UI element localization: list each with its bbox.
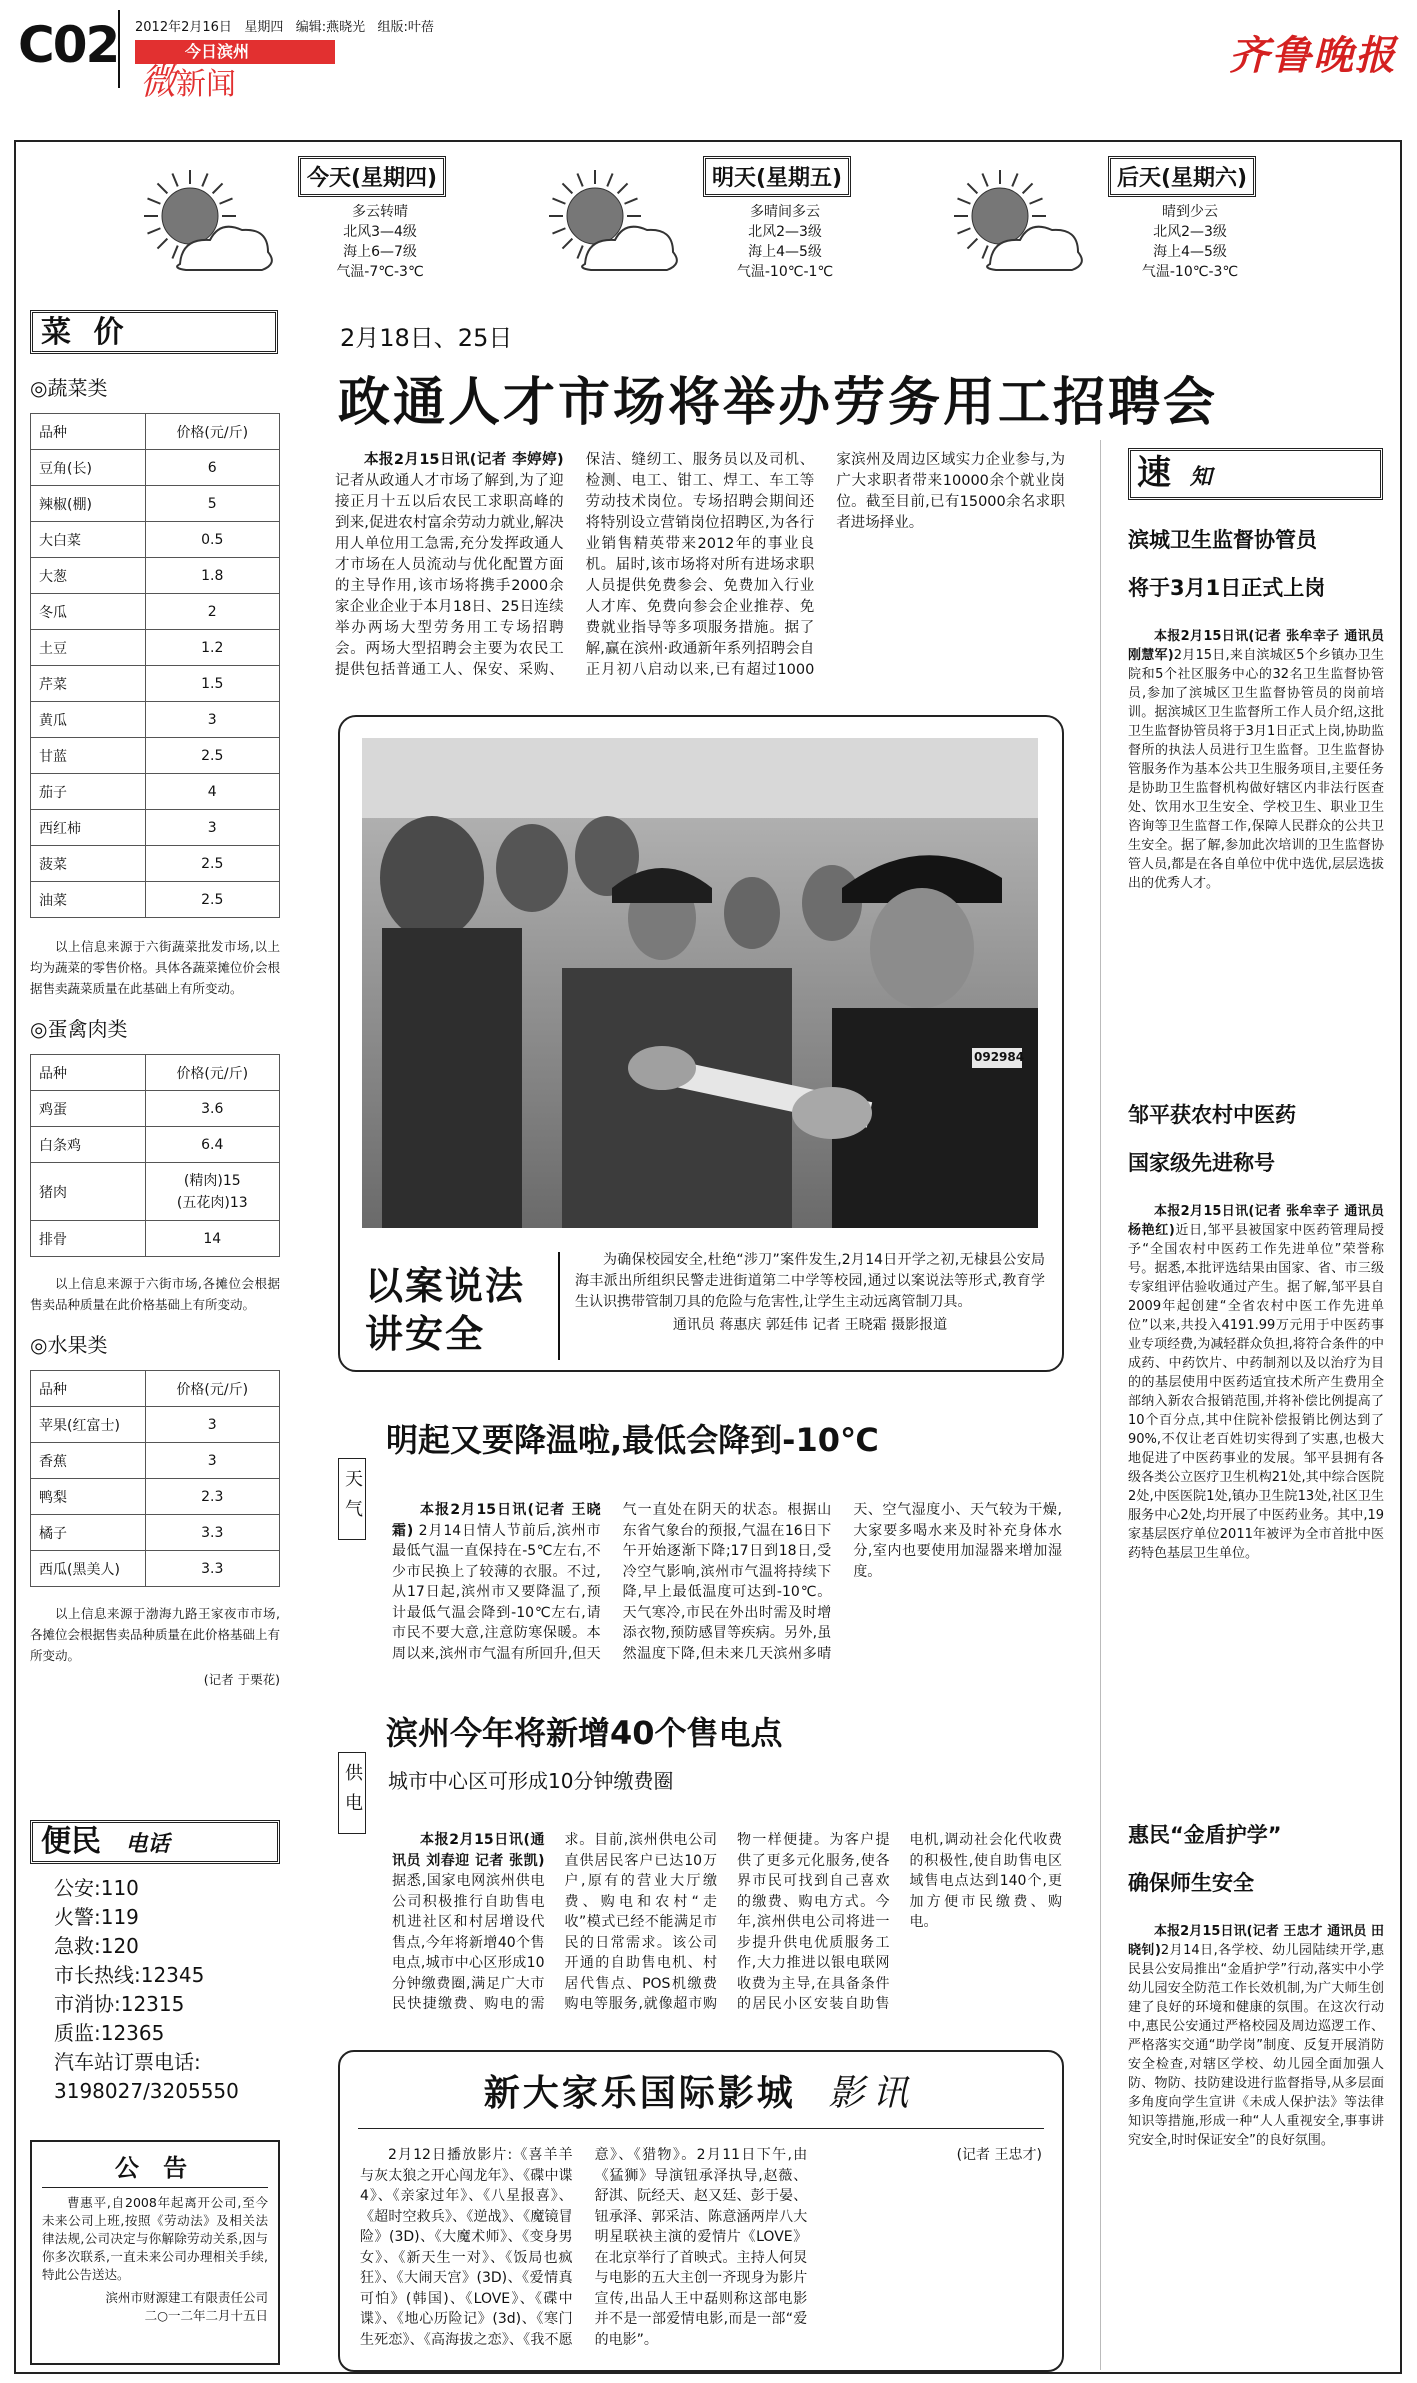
weather-sea: 海上4—5级 bbox=[748, 244, 822, 260]
price-item-value: 3 bbox=[145, 1407, 279, 1443]
price-item-value: (精肉)15 (五花肉)13 bbox=[145, 1163, 279, 1221]
price-item-name: 茄子 bbox=[31, 774, 146, 810]
table-row bbox=[31, 630, 280, 666]
weather-strip bbox=[130, 152, 1310, 302]
editor-name: 编辑:燕晓光 bbox=[295, 20, 366, 35]
weather-wind: 北风2—3级 bbox=[1153, 224, 1227, 240]
weather-cond: 多晴间多云 bbox=[750, 204, 820, 220]
film-header bbox=[360, 2065, 1040, 2116]
phone-entry: 火警:119 bbox=[54, 1905, 139, 1929]
price-item-value: 价格(元/斤) bbox=[145, 1055, 279, 1091]
price-item-value: 5 bbox=[145, 486, 279, 522]
meat-note: 以上信息来源于六街市场,各摊位会根据售卖品种质量在此价格基础上有所变动。 bbox=[30, 1276, 280, 1312]
price-item-name: 油菜 bbox=[31, 882, 146, 918]
sidebar-lead: 本报2月15日讯(记者 张牟幸子 通讯员 杨艳红) bbox=[1128, 1204, 1384, 1238]
meat-label: ◎蛋禽肉类 bbox=[30, 1017, 128, 1041]
fruit-table bbox=[30, 1370, 280, 1587]
photo-credit: 通讯员 蒋惠庆 郭廷伟 记者 王晓霜 摄影报道 bbox=[672, 1317, 948, 1333]
table-header-row bbox=[31, 1371, 280, 1407]
price-item-name: 黄瓜 bbox=[31, 702, 146, 738]
film-body bbox=[360, 2145, 1042, 2360]
phone-list bbox=[30, 1874, 280, 2106]
weather-info bbox=[1130, 202, 1250, 282]
table-row bbox=[31, 738, 280, 774]
veg-note: 以上信息来源于六街蔬菜批发市场,以上均为蔬菜的零售价格。具体各蔬菜摊位价会根据售卖蔬菜质量在此基础上有所变动。 bbox=[30, 939, 280, 996]
price-item-value: 2.5 bbox=[145, 738, 279, 774]
price-item-value: 1.2 bbox=[145, 630, 279, 666]
photo-title bbox=[365, 1262, 525, 1358]
price-item-name: 排骨 bbox=[31, 1221, 146, 1257]
sidebar-title bbox=[1128, 448, 1383, 500]
power-headline: 滨州今年将新增40个售电点 bbox=[386, 1714, 783, 1752]
main-body-text: 记者从政通人才市场了解到,为了迎接正月十五以后农民工求职高峰的到来,促进农村富余劳动力就业,解决用人单位用工急需,充分发挥政通人才市场在人员流动与优化配置方面的主导作用,该市场将携手2000余家企业企业于本月18日、25日连续举办两场大型劳务用工专场招聘会。两场大型招聘会主要为农民工提供包括普通工人、保安、采购、保洁、缝纫工、服务员以及司机、检测、电工、钳工、焊工、车工等劳动技术岗位。专场招聘会期间还将特别设立营销岗位招聘区,为各行业销售精英带来2012年的事业良机。届时,该市场将对所有进场求职人员提供免费参会、免费加入行业人才库、免费向参会企业推荐、免费就业指导等多项服务措施。据了解,赢在滨州·政通新年系列招聘会自正月初八启动以来,已有超过1000家滨州及周边区域实力企业参与,为广大求职者带来10000余个就业岗位。截至目前,已有15000余名求职者进场择业。 bbox=[335, 452, 1065, 678]
price-item-name: 香蕉 bbox=[31, 1443, 146, 1479]
price-item-name: 苹果(红富士) bbox=[31, 1407, 146, 1443]
page-code: C02 bbox=[18, 16, 119, 74]
phone-box bbox=[30, 1820, 280, 2120]
phone-entry: 公安:110 bbox=[54, 1876, 139, 1900]
weather-wind: 北风3—4级 bbox=[343, 224, 417, 240]
section-name-text: 新闻 bbox=[176, 67, 237, 102]
film-body-text: 2月12日播放影片:《喜羊羊与灰太狼之开心闯龙年》、《碟中谍4》、《亲家过年》、《八星报喜》、《超时空救兵》、《逆战》、《魔镜冒险》(3D)、《大魔术师》、《变身男女》、《新天生一对》、《饭局也疯狂》、《大闹天宫》(3D)、《爱情真可怕》(韩国)、《LOVE》、《碟中谍》、《地心历险记》(3d)、《寒门生死恋》、《高海拔之恋》、《我不愿意》、《猎物》。2月11日下午,由《猛狮》导演钮承泽执导,赵薇、舒淇、阮经天、赵又廷、彭于晏、钮承泽、郭采洁、陈意涵两岸八大明星联袂主演的爱情片《LOVE》在北京举行了首映式。主持人何炅与电影的五大主创一齐现身为影片宣传,出品人王中磊则称这部电影并不是一部爱情电影,而是一部“爱的电影”。 bbox=[360, 2147, 808, 2348]
notice-title: 公 告 bbox=[42, 2148, 268, 2188]
veg-label: ◎蔬菜类 bbox=[30, 376, 108, 400]
weather-sea: 海上4—5级 bbox=[1153, 244, 1227, 260]
price-item-value: 3 bbox=[145, 810, 279, 846]
issue-weekday: 星期四 bbox=[244, 20, 284, 35]
sidebar-item bbox=[1128, 1100, 1384, 1800]
table-row bbox=[31, 846, 280, 882]
main-lead: 本报2月15日讯(记者 李婷婷) bbox=[364, 452, 564, 468]
sidebar-title-b: 知 bbox=[1189, 465, 1212, 490]
table-header-row bbox=[31, 414, 280, 450]
sidebar-item bbox=[1128, 1820, 1384, 2365]
notice-body: 曹惠平,自2008年起离开公司,至今未来公司上班,按照《劳动法》及相关法律法规,公司决定与你解除劳动关系,因与你多次联系,一直未来公司办理相关手续,特此公告送达。 bbox=[42, 2195, 268, 2282]
price-item-name: 西红柿 bbox=[31, 810, 146, 846]
phone-entry: 质监:12365 bbox=[54, 2021, 165, 2045]
weather-sea: 海上6—7级 bbox=[343, 244, 417, 260]
sidebar-lead: 本报2月15日讯(记者 张牟幸子 通讯员 刚慧军) bbox=[1128, 629, 1384, 663]
price-item-name: 鸭梨 bbox=[31, 1479, 146, 1515]
price-item-name: 白条鸡 bbox=[31, 1127, 146, 1163]
photo-title-line1: 以案说法 bbox=[365, 1264, 526, 1308]
police-badge-number: 092984 bbox=[974, 1050, 1025, 1064]
weather-day-label: 明天(星期五) bbox=[703, 156, 851, 197]
issue-date: 2012年2月16日 bbox=[135, 20, 232, 35]
phone-entry: 市消协:12315 bbox=[54, 1992, 185, 2016]
price-item-value: 6 bbox=[145, 450, 279, 486]
table-row bbox=[31, 450, 280, 486]
main-kicker: 2月18日、25日 bbox=[340, 324, 513, 352]
price-item-value: 1.5 bbox=[145, 666, 279, 702]
main-headline: 政通人才市场将举办劳务用工招聘会 bbox=[338, 373, 1219, 433]
price-item-value: 2 bbox=[145, 594, 279, 630]
price-item-name: 品种 bbox=[31, 1055, 146, 1091]
notice-company: 滨州市财源建工有限责任公司 bbox=[105, 2290, 268, 2305]
price-item-value: 2.5 bbox=[145, 882, 279, 918]
weather-temp: 气温-10℃-1℃ bbox=[736, 264, 834, 280]
price-item-name: 甘蓝 bbox=[31, 738, 146, 774]
photo-title-line2: 讲安全 bbox=[365, 1312, 486, 1356]
phone-entry: 汽车站订票电话: bbox=[54, 2050, 201, 2074]
veg-table bbox=[30, 413, 280, 918]
header-divider bbox=[118, 10, 120, 88]
table-row bbox=[31, 486, 280, 522]
weather-info bbox=[725, 202, 845, 282]
sidebar-body bbox=[1128, 1202, 1384, 1563]
table-row bbox=[31, 1163, 280, 1221]
photo-title-divider bbox=[558, 1252, 560, 1360]
phone-entry: 市长热线:12345 bbox=[54, 1963, 205, 1987]
weather-cond: 多云转晴 bbox=[352, 204, 408, 220]
film-headline: 新大家乐国际影城 bbox=[483, 2073, 796, 2114]
sidebar-divider bbox=[1100, 440, 1101, 2370]
meat-table bbox=[30, 1054, 280, 1257]
price-item-value: 3.6 bbox=[145, 1091, 279, 1127]
table-row bbox=[31, 1479, 280, 1515]
news-photo bbox=[362, 738, 1038, 1228]
price-item-name: 品种 bbox=[31, 414, 146, 450]
weather-wind: 北风2—3级 bbox=[748, 224, 822, 240]
price-item-value: 2.5 bbox=[145, 846, 279, 882]
price-item-value: 6.4 bbox=[145, 1127, 279, 1163]
sidebar-headline-2: 确保师生安全 bbox=[1128, 1871, 1254, 1895]
sidebar-headline-1: 惠民“金盾护学” bbox=[1128, 1823, 1282, 1847]
power-subhead: 城市中心区可形成10分钟缴费圈 bbox=[388, 1769, 674, 1793]
weather-temp: 气温-7℃-3℃ bbox=[336, 264, 424, 280]
price-item-value: 价格(元/斤) bbox=[145, 414, 279, 450]
price-item-value: 价格(元/斤) bbox=[145, 1371, 279, 1407]
price-item-name: 大葱 bbox=[31, 558, 146, 594]
sidebar-title-a: 速 bbox=[1137, 453, 1171, 493]
power-body-text: 据悉,国家电网滨州供电公司积极推行自助售电机进社区和村居增设代售点,今年将新增40个售电点,城市中心区形成10分钟缴费圈,满足广大市民快捷缴费、购电的需求。目前,滨州供电公司直供居民客户已达10万户,原有的营业大厅缴费、购电和农村“走收”模式已经不能满足市民的日常需求。该公司开通的自助售电机、村居代售点、POS机缴费购电等服务,就像超市购物一样便捷。为客户提供了更多元化服务,使各界市民可找到自己喜欢的缴费、购电方式。今年,滨州供电公司将进一步提升供电优质服务工作,大力推进以银电联网收费为主导,在具备条件的居民小区安装自助售电机,调动社会化代收费的积极性,使自助售电区域售电点达到140个,更加方便市民缴费、购电。 bbox=[392, 1832, 1062, 2012]
weather-sun-cloud-icon bbox=[130, 164, 280, 284]
price-item-name: 橘子 bbox=[31, 1515, 146, 1551]
sidebar-body bbox=[1128, 1922, 1384, 2150]
phone-entry: 急救:120 bbox=[54, 1934, 139, 1958]
weather-cond: 晴到少云 bbox=[1162, 204, 1218, 220]
sidebar-lead: 本报2月15日讯(记者 王忠才 通讯员 田晓钊) bbox=[1128, 1924, 1384, 1958]
price-item-value: 1.8 bbox=[145, 558, 279, 594]
price-item-name: 豆角(长) bbox=[31, 450, 146, 486]
film-tag: 影讯 bbox=[828, 2073, 917, 2114]
fruit-note: 以上信息来源于渤海九路王家夜市市场,各摊位会根据售卖品种质量在此价格基础上有所变动。 bbox=[30, 1606, 280, 1663]
layout-name: 组版:叶蓓 bbox=[377, 20, 434, 35]
price-item-name: 品种 bbox=[31, 1371, 146, 1407]
sidebar-body bbox=[1128, 627, 1384, 893]
table-header-row bbox=[31, 1055, 280, 1091]
power-body bbox=[392, 1830, 1062, 2030]
table-row bbox=[31, 1091, 280, 1127]
sidebar-headline-2: 将于3月1日正式上岗 bbox=[1128, 576, 1326, 600]
price-item-name: 冬瓜 bbox=[31, 594, 146, 630]
weather-temp: 气温-10℃-3℃ bbox=[1141, 264, 1239, 280]
notice-date: 二○一二年二月十五日 bbox=[144, 2308, 268, 2323]
weather-sun-cloud-icon bbox=[535, 164, 685, 284]
weather-lead: 本报2月15日讯(记者 王晓霜) bbox=[392, 1502, 601, 1539]
phone-entry: 3198027/3205550 bbox=[54, 2079, 239, 2103]
price-item-name: 芹菜 bbox=[31, 666, 146, 702]
table-row bbox=[31, 1551, 280, 1587]
header-meta bbox=[135, 18, 434, 37]
table-row bbox=[31, 1221, 280, 1257]
main-body bbox=[335, 450, 1065, 700]
table-row bbox=[31, 810, 280, 846]
power-side-label: 供电 bbox=[338, 1752, 366, 1834]
sidebar-body-text: 近日,邹平县被国家中医药管理局授予“全国农村中医药工作先进单位”荣誉称号。据悉,本批评选结果由国家、省、市三级专家组评估验收通过产生。据了解,邹平县自2009年起创建“全省农村中医工作先进单位”以来,共投入4191.99万元用于中医药事业专项经费,为减轻群众负担,将符合条件的中成药、中药饮片、中药制剂以及以治疗为目的的基层使用中医药适宜技术所产生费用全部纳入新农合报销范围,并将补偿比例提高了10个百分点,其中住院补偿报销比例达到了90%,不仅让老百姓切实得到了实惠,也极大地促进了中医药事业的发展。邹平县拥有各级各类公立医疗卫生机构21处,其中综合医院2处,中医医院1处,镇办卫生院13处,社区卫生服务中心2处,均开展了中医药业务。其中,19家基层医疗单位2011年被评为全市首批中医药特色基层卫生单位。 bbox=[1128, 1223, 1384, 1561]
paper-logo: 齐鲁晚报 bbox=[1229, 32, 1397, 79]
weather-side-label: 天气 bbox=[338, 1458, 366, 1540]
price-item-value: 4 bbox=[145, 774, 279, 810]
phone-title bbox=[30, 1820, 280, 1864]
table-row bbox=[31, 882, 280, 918]
table-row bbox=[31, 774, 280, 810]
weather-body bbox=[392, 1500, 1062, 1680]
section-name-mark: 微 bbox=[140, 62, 177, 103]
table-row bbox=[31, 1515, 280, 1551]
price-item-name: 鸡蛋 bbox=[31, 1091, 146, 1127]
section-name bbox=[140, 62, 237, 103]
price-title-text: 菜 价 bbox=[41, 315, 130, 350]
table-row bbox=[31, 1443, 280, 1479]
sidebar-headline-1: 邹平获农村中医药 bbox=[1128, 1103, 1296, 1127]
fruit-label: ◎水果类 bbox=[30, 1333, 108, 1357]
price-column bbox=[30, 310, 280, 1790]
phone-title-a: 便民 bbox=[41, 1824, 101, 1859]
table-row bbox=[31, 558, 280, 594]
sidebar-body-text: 2月15日,来自滨城区5个乡镇办卫生院和5个社区服务中心的32名卫生监督协管员,参加了滨城区卫生监督协管员的岗前培训。据滨城区卫生监督所工作人员介绍,这批卫生监督协管员将于3月1日正式上岗,协助监督所的执法人员进行卫生监督。卫生监督协管服务作为基本公共卫生服务项目,主要任务是协助卫生监督机构做好辖区内非法行医查处、饮用水卫生安全、学校卫生、职业卫生咨询等卫生监督工作,保障人民群众的公共卫生安全。据了解,参加此次培训的卫生监督协管人员,都是在各自单位中优中选优,层层选拔出的优秀人才。 bbox=[1128, 648, 1384, 891]
photo-caption bbox=[575, 1250, 1045, 1362]
table-row bbox=[31, 1127, 280, 1163]
weather-info bbox=[320, 202, 440, 282]
price-item-name: 猪肉 bbox=[31, 1163, 146, 1221]
price-item-name: 大白菜 bbox=[31, 522, 146, 558]
table-row bbox=[31, 1407, 280, 1443]
section-tag bbox=[135, 40, 335, 64]
price-item-value: 3.3 bbox=[145, 1551, 279, 1587]
table-row bbox=[31, 666, 280, 702]
price-item-value: 3.3 bbox=[145, 1515, 279, 1551]
sidebar-body-text: 2月14日,各学校、幼儿园陆续开学,惠民县公安局推出“金盾护学”行动,落实中小学幼儿园安全防范工作长效机制,为广大师生创建了良好的环境和健康的氛围。在这次行动中,惠民公安通过严格校园及周边巡逻工作、严格落实交通“助学岗”制度、反复开展消防安全检查,对辖区学校、幼儿园全面加强人防、物防、技防建设进行监督指导,从多层面多角度向学生宣讲《未成人保护法》等法律知识等措施,形成一种“人人重视安全,事事讲究安全,时时保证安全”的良好氛围。 bbox=[1128, 1943, 1384, 2148]
weather-sun-cloud-icon bbox=[940, 164, 1090, 284]
film-header-rule bbox=[358, 2128, 1044, 2129]
sidebar-headline-1: 滨城卫生监督协管员 bbox=[1128, 528, 1317, 552]
sidebar-item bbox=[1128, 525, 1384, 1045]
price-item-value: 14 bbox=[145, 1221, 279, 1257]
price-item-value: 3 bbox=[145, 1443, 279, 1479]
table-row bbox=[31, 594, 280, 630]
table-row bbox=[31, 522, 280, 558]
photo-caption-text: 为确保校园安全,杜绝“涉刀”案件发生,2月14日开学之初,无棣县公安局海丰派出所组织民警走进街道第二中学等校园,通过以案说法等形式,教育学生认识携带管制刀具的危险与危害性,让学生主动远离管制刀具。 bbox=[575, 1252, 1045, 1310]
weather-body-text: 2月14日情人节前后,滨州市最低气温一直保持在-5℃左右,不少市民换上了较薄的衣服。不过,从17日起,滨州市又要降温了,预计最低气温会降到-10℃左右,请市民不要大意,注意防寒保暖。本周以来,滨州市气温有所回升,但天气一直处在阴天的状态。根据山东省气象台的预报,气温在16日下午开始逐渐下降;17日到18日,受冷空气影响,滨州市气温将持续下降,早上最低温度可达到-10℃。天气寒冷,市民在外出时需及时增添衣物,预防感冒等疾病。另外,虽然温度下降,但未来几天滨州多晴天、空气湿度小、天气较为干燥,大家要多喝水来及时补充身体水分,室内也要使用加湿器来增加湿度。 bbox=[392, 1502, 1062, 1662]
fruit-credit: (记者 于栗花) bbox=[203, 1672, 280, 1687]
film-credit: (记者 王忠才) bbox=[956, 2147, 1042, 2163]
price-item-name: 辣椒(棚) bbox=[31, 486, 146, 522]
price-item-value: 0.5 bbox=[145, 522, 279, 558]
price-item-name: 菠菜 bbox=[31, 846, 146, 882]
table-row bbox=[31, 702, 280, 738]
weather-headline: 明起又要降温啦,最低会降到-10℃ bbox=[386, 1421, 879, 1459]
section-tag-label: 今日滨州 bbox=[185, 42, 250, 61]
power-lead: 本报2月15日讯(通讯员 刘春迎 记者 张凯) bbox=[392, 1832, 545, 1869]
phone-title-b: 电话 bbox=[125, 1832, 170, 1857]
police-students-photo bbox=[362, 738, 1038, 1228]
weather-day-label: 今天(星期四) bbox=[298, 156, 446, 197]
weather-day-label: 后天(星期六) bbox=[1108, 156, 1256, 197]
price-item-value: 3 bbox=[145, 702, 279, 738]
price-item-name: 西瓜(黑美人) bbox=[31, 1551, 146, 1587]
price-item-value: 2.3 bbox=[145, 1479, 279, 1515]
sidebar-headline-2: 国家级先进称号 bbox=[1128, 1151, 1275, 1175]
price-title bbox=[30, 310, 278, 354]
notice-box bbox=[30, 2140, 280, 2365]
price-item-name: 土豆 bbox=[31, 630, 146, 666]
